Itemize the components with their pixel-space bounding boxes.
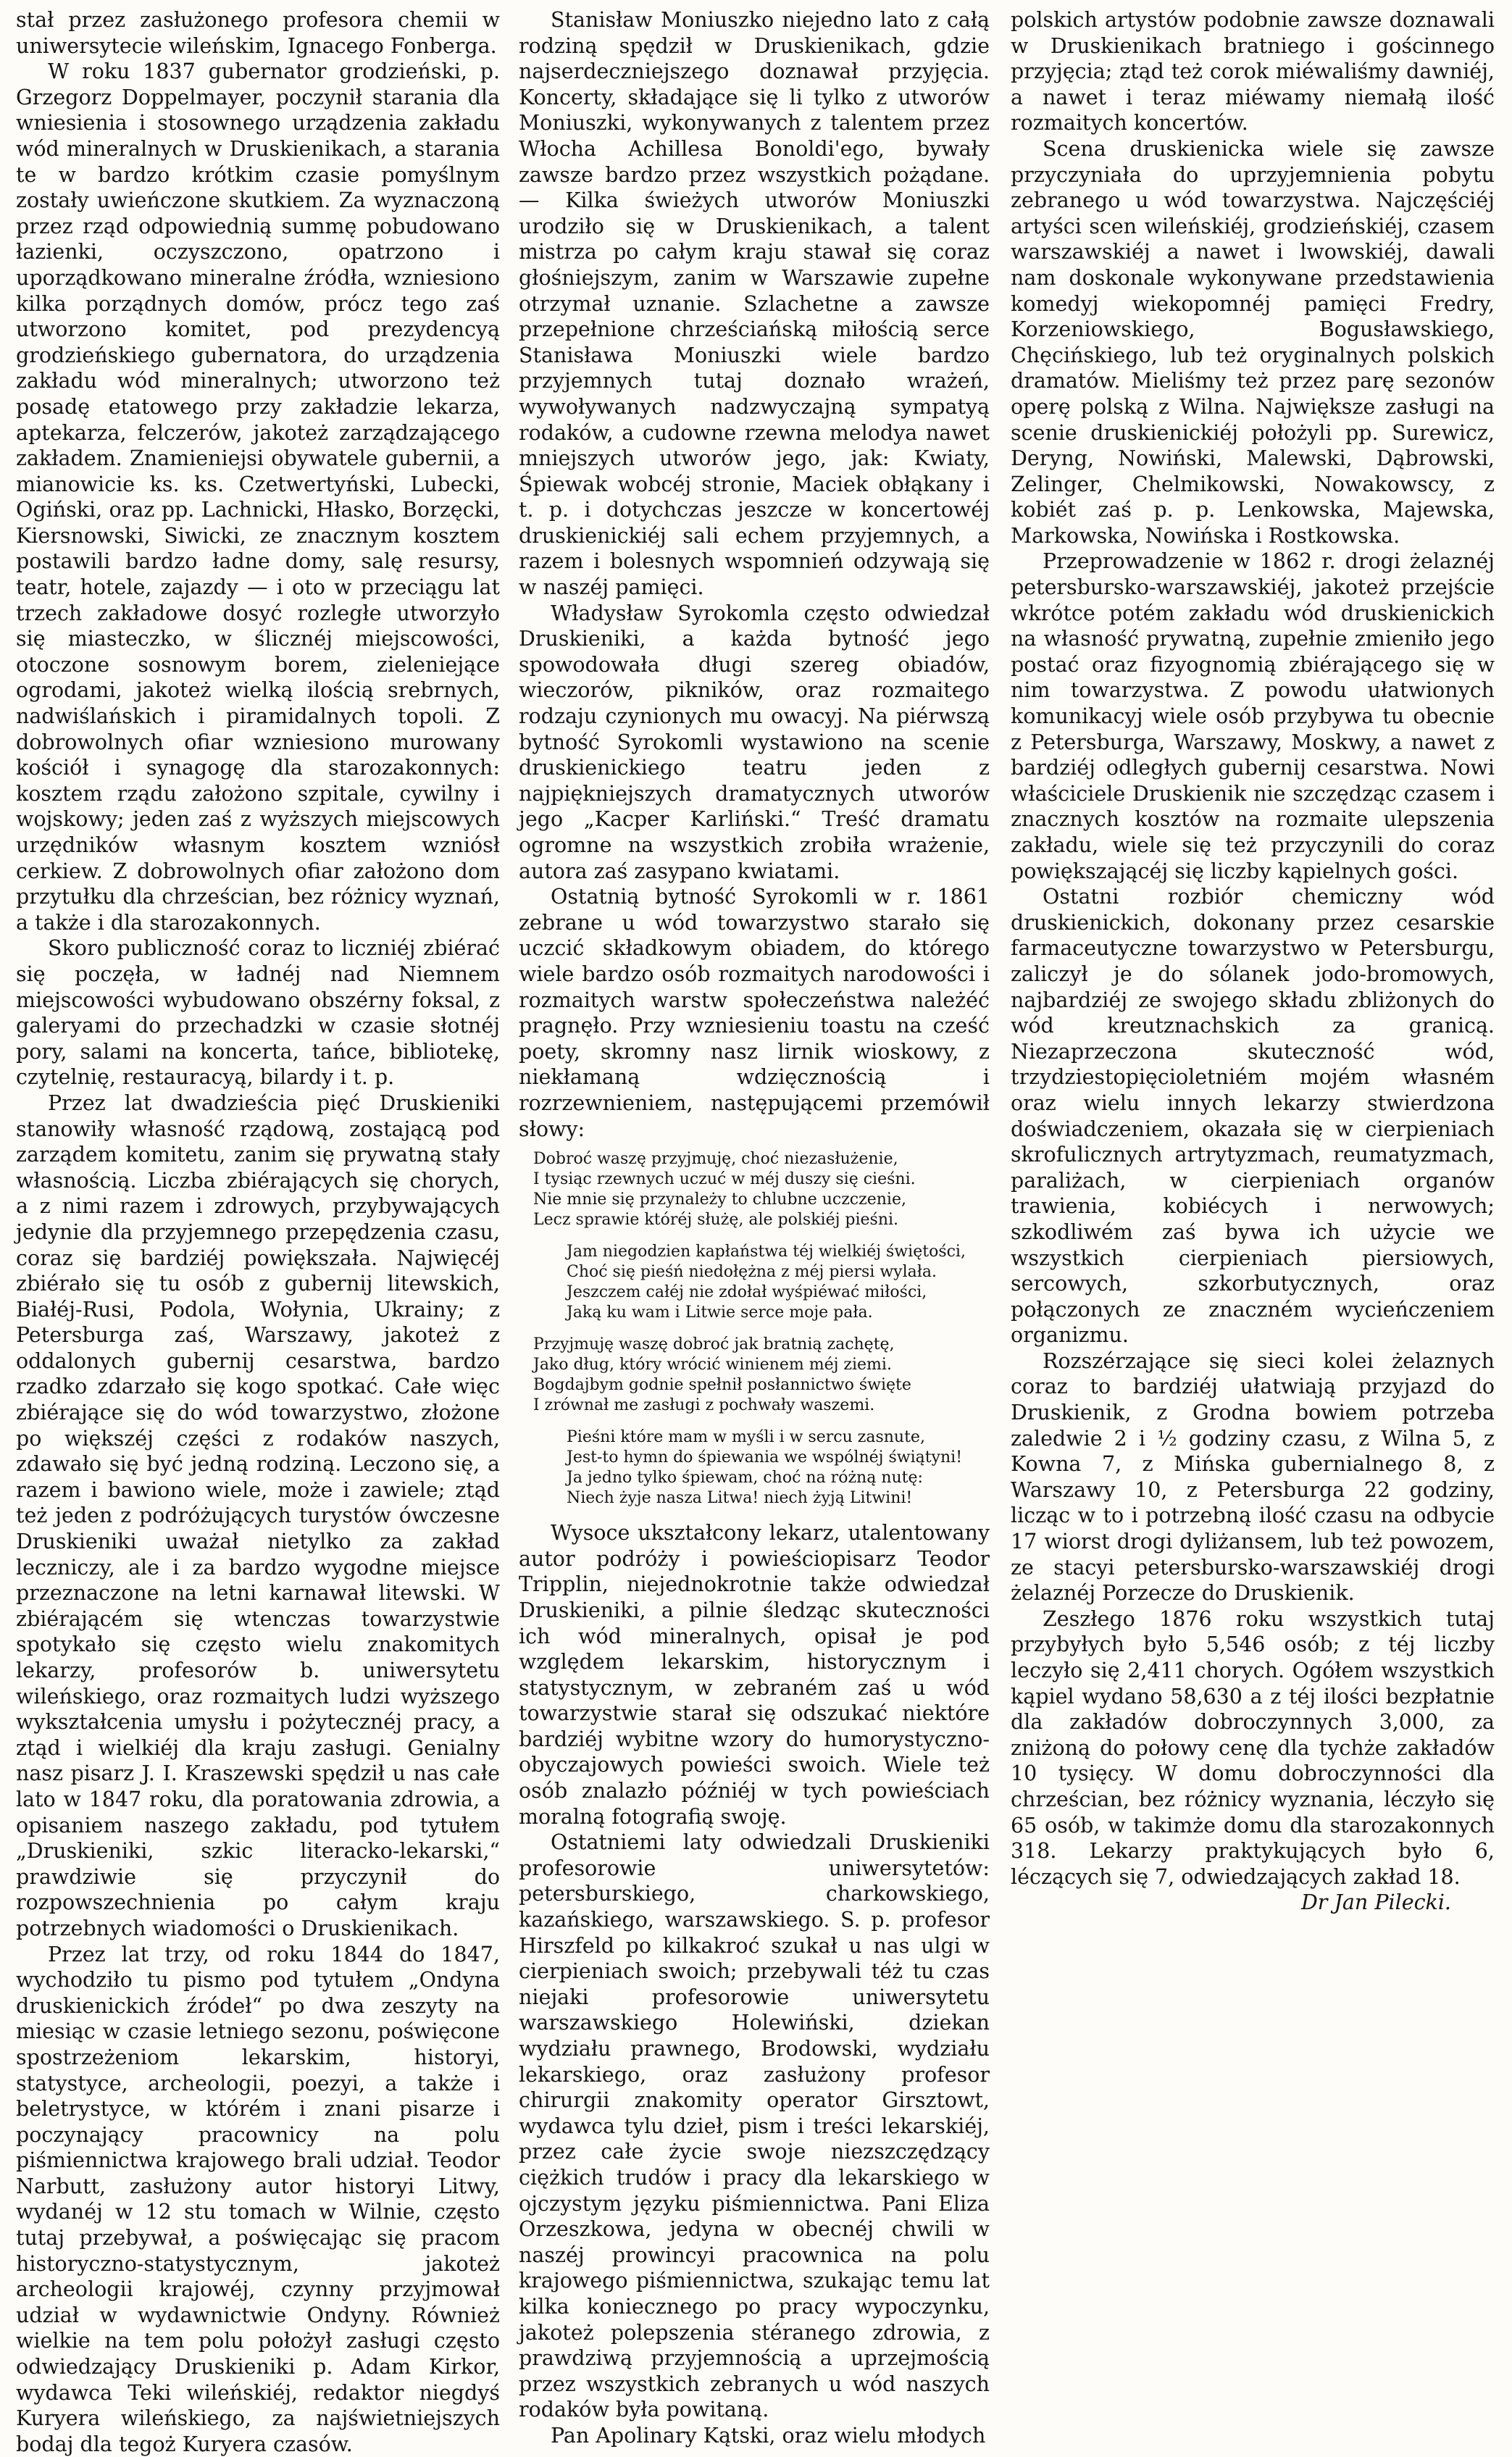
paragraph: Przez lat trzy, od roku 1844 do 1847, wychodziło tu pismo pod tytułem „Ondyna druskienickich źródeł“ po dwa zeszyty na miesiąc w czasie letniego sezonu, poświęcone spostrzeżeniom lekarskim, historyi, statystyce, archeologii, poezyi, a także i beletrystyce, w którém i znani pisarze i poczynający pracownicy na polu piśmiennictwa krajowego brali udział. Teodor Narbutt, zasłużony autor historyi Litwy, wydanéj w 12 stu tomach w Wilnie, często tutaj przebywał, a poświęcając się pracom historyczno-statystycznym, jakoteż archeologii krajowéj, czynny przyjmował udział w wydawnictwie Ondyny. Również wielkie na tem polu położył zasługi często odwiedzający Druskieniki p. Adam Kirkor, wydawca Teki wileńskiéj, redaktor niegdyś Kuryera wileńskiego, za najświetniejszych bodaj dla tegoż Kuryera czasów. <box>16 1942 500 2456</box>
poem-stanza <box>533 1149 990 1230</box>
paragraph: Ostatniemi laty odwiedzali Druskieniki profesorowie uniwersytetów: petersburskiego, charkowskiego, kazańskiego, warszawskiego. S. p. profesor Hirszfeld po kilkakroć szukał u nas ulgi w cierpieniach swoich; przebywali téż tu czas niejaki profesorowie uniwersytetu warszawskiego Holewiński, dziekan wydziału prawnego, Brodowski, wydziału lekarskiego, oraz zasłużony profesor chirurgii znakomity operator Girsztowt, wydawca tylu dzieł, pism i treści lekarskiéj, przez całe życie swoje niezszczędzący ciężkich trudów i pracy dla lekarskiego w ojczystym języku piśmiennictwa. Pani Eliza Orzeszkowa, jedyna w obecnéj chwili w naszéj prowincyi pracownica na polu krajowego piśmiennictwa, szukając temu lat kilka koniecznego po pracy wypoczynku, jakoteż polepszenia stéranego zdrowia, z prawdziwą przyjemnością a uprzejmością przez wszystkich zebranych u wód naszych rodaków była powitaną. <box>519 1830 990 2422</box>
paragraph: Skoro publiczność coraz to liczniéj zbiérać się poczęła, w ładnéj nad Niemnem miejscowości wybudowano obszérny foksal, z galeryami do przechadzki w czasie słotnéj pory, salami na koncerta, tańce, bibliotekę, czytelnię, restauracyą, bilardy i t. p. <box>16 936 500 1090</box>
paragraph: Władysław Syrokomla często odwiedzał Druskieniki, a każda bytność jego spowodowała długi szereg obiadów, wieczorów, pikników, oraz rozmaitego rodzaju czynionych mu owacyj. Na piérwszą bytność Syrokomli wystawiono na scenie druskienickiego teatru jeden z najpiękniejszych dramatycznych utworów jego „Kacper Karliński.“ Treść dramatu ogromne na wszystkich zrobiła wrażenie, autora zaś zasypano kwiatami. <box>519 601 990 883</box>
poem-line: Przyjmuję waszę dobroć jak bratnią zachętę, <box>533 1335 895 1354</box>
poem-line: Ja jedno tylko śpiewam, choć na różną nutę: <box>567 1469 923 1488</box>
poem-line: Bogdajbym godnie spełnił posłannictwo święte <box>533 1376 911 1395</box>
paragraph: Zeszłego 1876 roku wszystkich tutaj przybyłych było 5,546 osób; z téj liczby leczyło się 2,411 chorych. Ogółem wszystkich kąpiel wydano 58,630 a z téj ilości bezpłatnie dla zakładów dobroczynnych 3,000, za zniżoną do połowy cenę dla tychże zakładów 10 tysięcy. W domu dobroczynności dla chrześcian, bez różnicy wyznania, léczyło się 65 osób, w takimże domu dla starozakonnych 318. Lekarzy praktykujących było 6, léczących się 7, odwiedzających zakład 18. <box>1011 1606 1495 1889</box>
poem-line: Dobroć waszę przyjmuję, choć niezasłużenie, <box>533 1150 898 1169</box>
paragraph: Ostatnią bytność Syrokomli w r. 1861 zebrane u wód towarzystwo starało się uczcić składkowym obiadem, do którego wiele bardzo osób rozmaitych narodowości i rozmaitych warstw społeczeństwa należéć pragnęło. Przy wzniesieniu toastu na cześć poety, skromny nasz lirnik wioskowy, z niekłamaną wdzięcznością i rozrzewnieniem, następującemi przemówił słowy: <box>519 885 990 1141</box>
poem <box>533 1149 990 1509</box>
poem-line: Jest-to hymn do śpiewania we wspólnéj świątyni! <box>567 1448 963 1467</box>
poem-line: Pieśni które mam w myśli i w sercu zasnute, <box>567 1428 925 1447</box>
paragraph: Scena druskienicka wiele się zawsze przyczyniała do uprzyjemnienia pobytu zebranego u wód towarzystwa. Najczęściéj artyści scen wileńskiéj, grodzieńskiéj, czasem warszawskiéj a nawet i lwowskiéj, dawali nam doskonale wykonywane przedstawienia komedyj wiekopomnéj pamięci Fredry, Korzeniowskiego, Bogusławskiego, Chęcińskiego, lub też oryginalnych polskich dramatów. Mieliśmy też przez parę sezonów operę polską z Wilna. Największe zasługi na scenie druskienickiéj położyli pp. Surewicz, Deryng, Nowiński, Malewski, Dąbrowski, Zelinger, Chelmikowski, Nowakowscy, z kobiét zaś p. p. Lenkowska, Majewska, Markowska, Nowińska i Rostkowska. <box>1011 136 1495 548</box>
poem-stanza <box>567 1242 990 1323</box>
author-signature: Dr Jan Pilecki. <box>1300 1890 1451 1915</box>
poem-line: Niech żyje nasza Litwa! niech żyją Litwini! <box>567 1489 913 1508</box>
poem-stanza <box>533 1335 990 1416</box>
paragraph: Rozszérzające się sieci kolei żelaznych coraz to bardziéj ułatwiają przyjazd do Druskienik, z Grodna bowiem potrzeba zaledwie 2 i ½ godziny czasu, z Wilna 5, z Kowna 7, z Mińska gubernialnego 8, z Warszawy 10, z Petersburga 22 godziny, licząc w to i potrzebną ilość czasu na odbycie 17 wiorst drogi dyliżansem, lub też powozem, ze stacyi petersbursko-warszawskiéj drogi żelaznéj Porzecze do Druskienik. <box>1011 1348 1495 1606</box>
poem-line: Jaką ku wam i Litwie serce moje pała. <box>567 1303 873 1322</box>
paragraph: Pan Apolinary Kątski, oraz wielu młodych <box>551 2423 986 2448</box>
column-left <box>16 7 500 2456</box>
paragraph: Ostatni rozbiór chemiczny wód druskienickich, dokonany przez cesarskie farmaceutyczne towarzystwo w Petersburgu, zaliczył je do sólanek jodo-bromowych, najbardziéj ze swojego składu zbliżonych do wód kreutznachskich za granicą. Niezaprzeczona skuteczność wód, trzydziestopięcioletniém mojém własném oraz wielu innych lekarzy stwierdzona doświadczeniem, okazała się w cierpieniach skrofulicznych artrytyzmach, reumatyzmach, paraliżach, w cierpieniach organów trawienia, kobiécych i nerwowych; szkodliwém zaś bywa ich użycie we wszystkich cierpieniach piersiowych, sercowych, szkorbutycznych, oraz połączonych ze znaczném wycieńczeniem organizmu. <box>1011 885 1495 1348</box>
poem-line: I zrównał me zasługi z pochwały waszemi. <box>533 1396 875 1415</box>
column-middle <box>519 7 990 2448</box>
column-right <box>1011 7 1495 2101</box>
poem-line: Jeszczem całéj nie zdołał wyśpiéwać miłości, <box>567 1283 927 1302</box>
paragraph: Przeprowadzenie w 1862 r. drogi żelaznéj petersbursko-warszawskiéj, jakoteż przejście wkrótce potém zakładu wód druskienickich na własność prywatną, zupełnie zmieniło jego postać oraz fizyognomią zbiérającego się w nim towarzystwa. Z powodu ułatwionych komunikacyj wiele osób przybywa tu obecnie z Petersburga, Warszawy, Moskwy, a nawet z bardziéj odległych gubernij cesarstwa. Nowi właściciele Druskienik nie szczędząc czasem i znacznych kosztów na rozmaite ulepszenia zakładu, wiele się też przyczynili do coraz powiększającéj się liczby kąpielnych gości. <box>1011 549 1495 883</box>
paragraph: W roku 1837 gubernator grodzieński, p. Grzegorz Doppelmayer, poczynił starania dla wniesienia i stosownego urządzenia zakładu wód mineralnych w Druskienikach, a starania te w bardzo krótkim czasie pomyślnym zostały uwieńczone skutkiem. Za wyznaczoną przez rząd odpowiednią summę pobudowano łazienki, oczyszczono, opatrzono i uporządkowano mineralne źródła, wzniesiono kilka porządnych domów, prócz tego zaś utworzono komitet, pod prezydencyą grodzieńskiego gubernatora, do urządzenia zakładu wód mineralnych; utworzono też posadę etatowego przy zakładzie lekarza, aptekarza, felczerów, jakoteż zarządzającego zakładem. Znamieniejsi obywatele gubernii, a mianowicie ks. ks. Czetwertyński, Lubecki, Ogiński, oraz pp. Lachnicki, Hłasko, Borzęcki, Kiersnowski, Siwicki, ze znacznym kosztem postawili bardzo ładne domy, salę resursy, teatr, hotele, zajazdy — i oto w przeciągu lat trzech zakładowe dosyć rozległe utworzyło się miasteczko, w ślicznéj miejscowości, otoczone sosnowym borem, zieleniejące ogrodami, jakoteż wielką ilością srebrnych, nadwiślańskich i piramidalnych topoli. Z dobrowolnych ofiar wzniesiono murowany kościół i synagogę dla starozakonnych: kosztem rządu założono szpitale, cywilny i wojskowy; jeden zaś z wyższych miejscowych urzędników własnym kosztem wzniósł cerkiew. Z dobrowolnych ofiar założono dom przytułku dla chrześcian, bez różnicy wyznań, a także i dla starozakonnych. <box>16 59 500 935</box>
paragraph: stał przez zasłużonego profesora chemii w uniwersytecie wileńskim, Ignacego Fonberga. <box>16 8 500 58</box>
poem-line: Jako dług, który wrócić winienem méj ziemi. <box>533 1356 892 1374</box>
poem-line: Jam niegodzien kapłaństwa téj wielkiéj świętości, <box>567 1243 966 1261</box>
paragraph: Przez lat dwadzieścia pięć Druskieniki stanowiły własność rządową, zostającą pod zarządem komitetu, zanim się prywatną stały własnością. Liczba zbiérających się chorych, a z nimi razem i zdrowych, przybywających jedynie dla przyjemnego przepędzenia czasu, coraz się bardziéj powiększała. Najwięcéj zbiérało się tu osób z gubernij litewskich, Białéj-Rusi, Podola, Wołynia, Ukrainy; z Petersburga zaś, Warszawy, jakoteż z oddalonych gubernij cesarstwa, bardzo rzadko zdarzało się kogo spotkać. Całe więc zbiérające się do wód towarzystwo, złożone po większéj części z rodaków naszych, zdawało się być jedną rodziną. Leczono się, a razem i bawiono wiele, może i zawiele; ztąd też jeden z podróżujących turystów ówczesne Druskieniki uważał nietylko za zakład leczniczy, ale i za bardzo wygodne miejsce przeznaczone na letni karnawał litewski. W zbiérającém się wtenczas towarzystwie spotykało się często wielu znakomitych lekarzy, profesorów b. uniwersytetu wileńskiego, oraz rozmaitych ludzi wyższego wykształcenia umysłu i pożytecznéj pracy, a ztąd i wielkiéj dla kraju zasługi. Genialny nasz pisarz J. I. Kraszewski spędził u nas całe lato w 1847 roku, dla poratowania zdrowia, a opisaniem naszego zakładu, pod tytułem „Druskieniki, szkic literacko-lekarski,“ prawdziwie się przyczynił do rozpowszechnienia po całym kraju potrzebnych wiadomości o Druskienikach. <box>16 1090 500 1940</box>
paragraph: Stanisław Moniuszko niejedno lato z całą rodziną spędził w Druskienikach, gdzie najserdeczniejszego doznawał przyjęcia. Koncerty, składające się li tylko z utworów Moniuszki, wykonywanych z talentem przez Włocha Achillesa Bonoldi'ego, bywały zawsze bardzo przez wszystkich pożądane. — Kilka świeżych utworów Moniuszki urodziło się w Druskienikach, a talent mistrza po całym kraju stawał się coraz głośniejszym, zanim w Warszawie zupełne otrzymał uznanie. Szlachetne a zawsze przepełnione chrześciańską miłością serce Stanisława Moniuszki wiele bardzo przyjemnych tutaj doznało wrażeń, wywoływanych nadzwyczajną sympatyą rodaków, a cudowne rzewna melodya nawet mniejszych utworów jego, jak: Kwiaty, Śpiewak wobcéj stronie, Maciek obłąkany i t. p. i dotychczas jeszcze w koncertowéj druskienickiéj sali echem przyjemnych, a razem i bolesnych wspomnień odzywają się w naszéj pamięci. <box>519 8 990 600</box>
poem-line: I tysiąc rzewnych uczuć w méj duszy się cieśni. <box>533 1170 916 1189</box>
paragraph: Wysoce ukształcony lekarz, utalentowany autor podróży i powieściopisarz Teodor Tripplin, niejednokrotnie także odwiedzał Druskieniki, a pilnie śledząc skuteczności ich wód mineralnych, opisał je pod względem lekarskim, historycznym i statystycznym, w zebraném zaś u wód towarzystwie starał się odszukać niektóre bardziéj wybitne wzory do humorystyczno-obyczajowych powieści swoich. Wiele też osób znalazło późniéj w tych powieściach moralną fotografią swoję. <box>519 1521 990 1829</box>
poem-stanza <box>567 1427 990 1509</box>
paragraph: polskich artystów podobnie zawsze doznawali w Druskienikach bratniego i gościnnego przyjęcia; ztąd też corok miéwaliśmy dawniéj, a nawet i teraz miéwamy niemałą ilość rozmaitych koncertów. <box>1011 8 1495 135</box>
poem-line: Choć się pieśń niedołężna z méj piersi wylała. <box>567 1263 937 1282</box>
poem-line: Lecz sprawie któréj służę, ale polskiéj pieśni. <box>533 1211 899 1230</box>
poem-line: Nie mnie się przynależy to chlubne uczczenie, <box>533 1190 906 1209</box>
